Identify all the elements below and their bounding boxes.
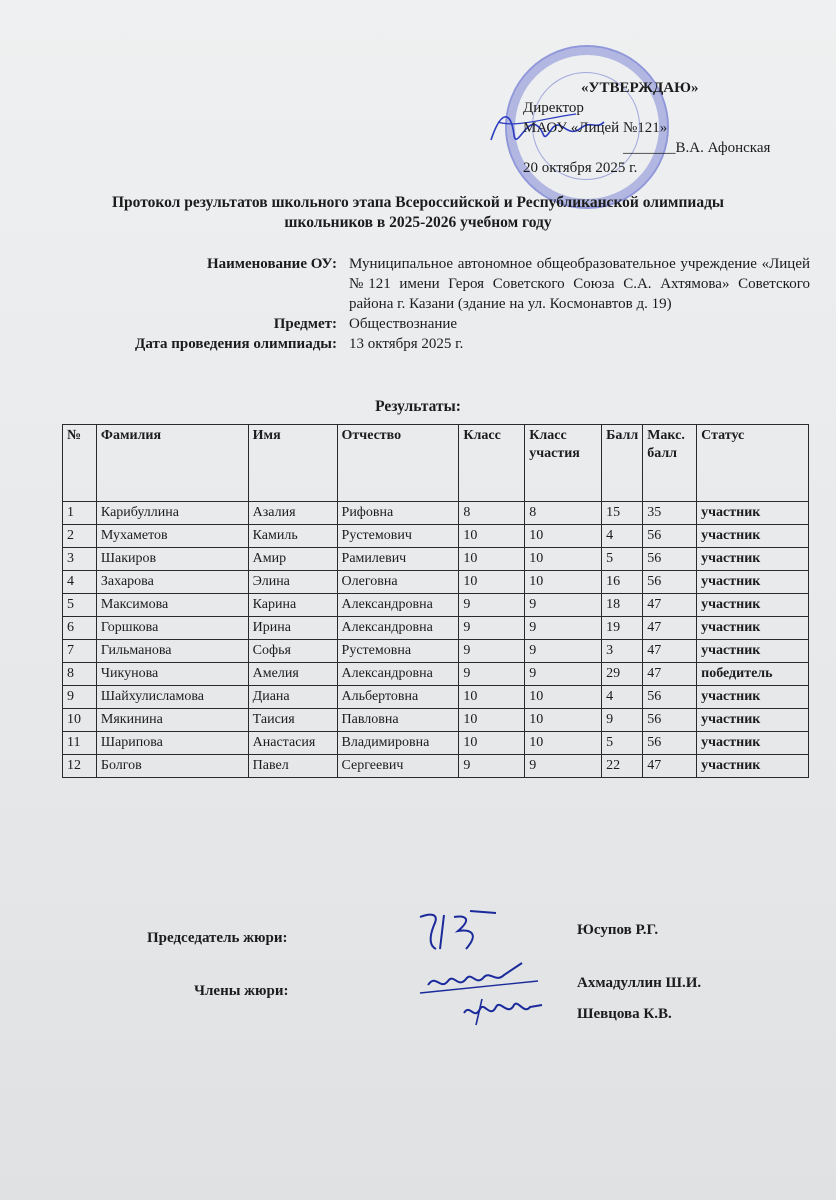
cell-patronymic: Олеговна: [337, 571, 459, 594]
table-header-row: [63, 425, 809, 502]
chair-signature: [410, 905, 500, 955]
cell-surname: Захарова: [96, 571, 248, 594]
cell-max-score: 56: [643, 709, 697, 732]
cell-name: Камиль: [248, 525, 337, 548]
results-title: Результаты:: [375, 398, 461, 415]
date-label: Дата проведения олимпиады:: [135, 336, 337, 352]
cell-grade: 10: [459, 525, 525, 548]
cell-status: участник: [697, 571, 809, 594]
jury-chair-name: Юсупов Р.Г.: [577, 922, 659, 938]
cell-max-score: 56: [643, 548, 697, 571]
cell-grade: 8: [459, 502, 525, 525]
cell-surname: Карибуллина: [96, 502, 248, 525]
cell-patronymic: Александровна: [337, 663, 459, 686]
protocol-title-line1: Протокол результатов школьного этапа Всероссийской и Республиканской олимпиады: [111, 194, 725, 211]
cell-participation-grade: 10: [525, 525, 602, 548]
cell-max-score: 35: [643, 502, 697, 525]
cell-name: Амелия: [248, 663, 337, 686]
cell-score: 3: [602, 640, 643, 663]
cell-number: 9: [63, 686, 97, 709]
cell-number: 4: [63, 571, 97, 594]
cell-name: Софья: [248, 640, 337, 663]
table-row: [63, 640, 809, 663]
cell-surname: Горшкова: [96, 617, 248, 640]
cell-surname: Шарипова: [96, 732, 248, 755]
cell-surname: Максимова: [96, 594, 248, 617]
cell-patronymic: Александровна: [337, 617, 459, 640]
info-row-subject: [70, 314, 810, 334]
cell-name: Диана: [248, 686, 337, 709]
cell-number: 6: [63, 617, 97, 640]
col-header-score: Балл: [602, 425, 643, 502]
cell-max-score: 56: [643, 525, 697, 548]
cell-grade: 9: [459, 617, 525, 640]
table-row: [63, 732, 809, 755]
cell-status: участник: [697, 594, 809, 617]
cell-patronymic: Павловна: [337, 709, 459, 732]
cell-number: 1: [63, 502, 97, 525]
cell-status: участник: [697, 640, 809, 663]
org-label: Наименование ОУ:: [206, 256, 337, 272]
cell-surname: Шакиров: [96, 548, 248, 571]
approval-heading: «УТВЕРЖДАЮ»: [581, 80, 699, 96]
col-header-max-score: Макс. балл: [643, 425, 697, 502]
cell-status: участник: [697, 502, 809, 525]
cell-name: Элина: [248, 571, 337, 594]
cell-score: 5: [602, 732, 643, 755]
cell-number: 12: [63, 755, 97, 778]
table-row: [63, 571, 809, 594]
cell-max-score: 47: [643, 755, 697, 778]
results-table: [62, 424, 809, 778]
cell-number: 2: [63, 525, 97, 548]
protocol-title: [60, 193, 776, 233]
cell-patronymic: Сергеевич: [337, 755, 459, 778]
approval-date: 20 октября 2025 г.: [523, 160, 638, 176]
jury-member-2: Шевцова К.В.: [577, 1006, 672, 1022]
info-block: [70, 254, 810, 354]
cell-status: участник: [697, 732, 809, 755]
cell-grade: 10: [459, 686, 525, 709]
cell-grade: 9: [459, 663, 525, 686]
cell-surname: Мухаметов: [96, 525, 248, 548]
cell-score: 29: [602, 663, 643, 686]
cell-participation-grade: 9: [525, 617, 602, 640]
cell-name: Азалия: [248, 502, 337, 525]
cell-status: участник: [697, 617, 809, 640]
cell-number: 5: [63, 594, 97, 617]
cell-status: участник: [697, 525, 809, 548]
cell-grade: 9: [459, 755, 525, 778]
members-signatures: [418, 955, 548, 1030]
cell-name: Таисия: [248, 709, 337, 732]
cell-grade: 10: [459, 732, 525, 755]
cell-status: участник: [697, 686, 809, 709]
cell-number: 11: [63, 732, 97, 755]
cell-number: 7: [63, 640, 97, 663]
cell-participation-grade: 8: [525, 502, 602, 525]
jury-members-label: Члены жюри:: [194, 983, 289, 999]
cell-patronymic: Альбертовна: [337, 686, 459, 709]
cell-participation-grade: 10: [525, 686, 602, 709]
cell-score: 4: [602, 525, 643, 548]
cell-name: Амир: [248, 548, 337, 571]
cell-patronymic: Рамилевич: [337, 548, 459, 571]
cell-surname: Гильманова: [96, 640, 248, 663]
cell-patronymic: Александровна: [337, 594, 459, 617]
jury-chair-label: Председатель жюри:: [147, 930, 288, 946]
cell-surname: Мякинина: [96, 709, 248, 732]
cell-number: 10: [63, 709, 97, 732]
subject-label: Предмет:: [273, 316, 337, 332]
cell-max-score: 56: [643, 686, 697, 709]
cell-grade: 9: [459, 640, 525, 663]
col-header-number: №: [63, 425, 97, 502]
cell-patronymic: Рифовна: [337, 502, 459, 525]
cell-participation-grade: 9: [525, 663, 602, 686]
cell-grade: 10: [459, 548, 525, 571]
col-header-participation-grade: Класс участия: [525, 425, 602, 502]
cell-status: участник: [697, 755, 809, 778]
cell-patronymic: Рустемовна: [337, 640, 459, 663]
subject-value: Обществознание: [349, 316, 458, 332]
approval-position: Директор: [523, 100, 584, 116]
cell-surname: Болгов: [96, 755, 248, 778]
cell-status: победитель: [697, 663, 809, 686]
approval-organization: МАОУ «Лицей №121»: [523, 120, 668, 136]
protocol-title-line2: школьников в 2025-2026 учебном году: [284, 214, 552, 231]
cell-score: 18: [602, 594, 643, 617]
col-header-patronymic: Отчество: [337, 425, 459, 502]
cell-grade: 9: [459, 594, 525, 617]
cell-score: 22: [602, 755, 643, 778]
cell-participation-grade: 10: [525, 732, 602, 755]
table-row: [63, 525, 809, 548]
col-header-surname: Фамилия: [96, 425, 248, 502]
table-row: [63, 686, 809, 709]
cell-number: 3: [63, 548, 97, 571]
cell-name: Ирина: [248, 617, 337, 640]
cell-score: 5: [602, 548, 643, 571]
cell-max-score: 56: [643, 571, 697, 594]
cell-name: Павел: [248, 755, 337, 778]
table-row: [63, 755, 809, 778]
table-row: [63, 663, 809, 686]
cell-grade: 10: [459, 571, 525, 594]
col-header-grade: Класс: [459, 425, 525, 502]
cell-score: 9: [602, 709, 643, 732]
cell-surname: Шайхулисламова: [96, 686, 248, 709]
cell-score: 16: [602, 571, 643, 594]
cell-participation-grade: 9: [525, 640, 602, 663]
jury-member-1: Ахмадуллин Ш.И.: [577, 975, 702, 991]
date-value: 13 октября 2025 г.: [349, 336, 464, 352]
cell-score: 15: [602, 502, 643, 525]
table-row: [63, 709, 809, 732]
approval-signatory: _______В.А. Афонская: [623, 140, 771, 156]
table-row: [63, 548, 809, 571]
cell-surname: Чикунова: [96, 663, 248, 686]
cell-score: 19: [602, 617, 643, 640]
cell-score: 4: [602, 686, 643, 709]
cell-max-score: 47: [643, 640, 697, 663]
approval-block: [523, 78, 770, 178]
cell-participation-grade: 10: [525, 548, 602, 571]
cell-participation-grade: 10: [525, 571, 602, 594]
cell-name: Анастасия: [248, 732, 337, 755]
cell-status: участник: [697, 548, 809, 571]
table-row: [63, 594, 809, 617]
cell-max-score: 56: [643, 732, 697, 755]
cell-max-score: 47: [643, 617, 697, 640]
cell-patronymic: Рустемович: [337, 525, 459, 548]
cell-grade: 10: [459, 709, 525, 732]
cell-number: 8: [63, 663, 97, 686]
cell-participation-grade: 9: [525, 594, 602, 617]
cell-status: участник: [697, 709, 809, 732]
cell-max-score: 47: [643, 663, 697, 686]
cell-patronymic: Владимировна: [337, 732, 459, 755]
info-row-date: [70, 334, 810, 354]
cell-participation-grade: 10: [525, 709, 602, 732]
col-header-status: Статус: [697, 425, 809, 502]
org-value: Муниципальное автономное общеобразовательное учреждение «Лицей №121 имени Героя Советского Союза С.А. Ахтямова» Советского района г. Казани (здание на ул. Космонавтов д. 19): [349, 256, 810, 312]
table-row: [63, 617, 809, 640]
col-header-name: Имя: [248, 425, 337, 502]
cell-participation-grade: 9: [525, 755, 602, 778]
cell-max-score: 47: [643, 594, 697, 617]
info-row-org: [70, 254, 810, 314]
cell-name: Карина: [248, 594, 337, 617]
results-table-body: [63, 502, 809, 778]
table-row: [63, 502, 809, 525]
